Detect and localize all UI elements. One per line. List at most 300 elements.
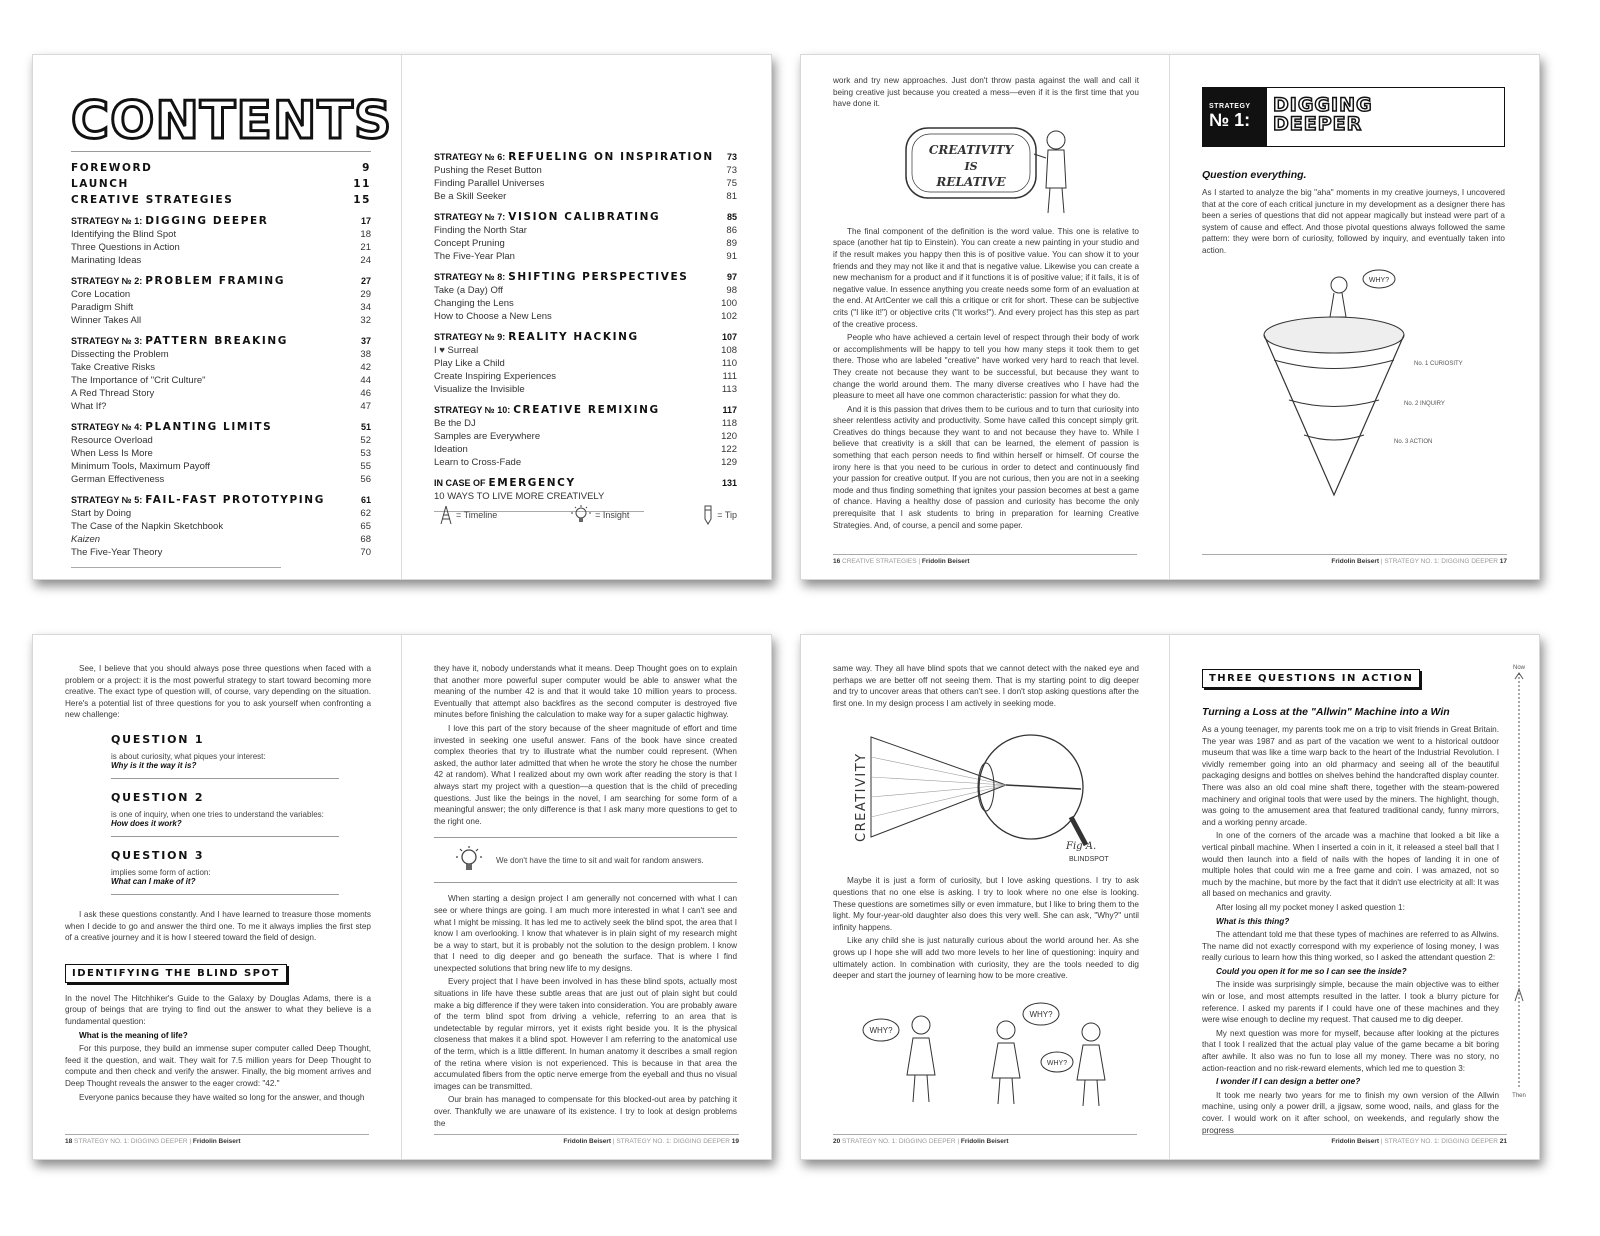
toc-entry-label: Samples are Everywhere — [434, 431, 541, 442]
page-number: 18 — [65, 1138, 73, 1145]
footer-author: Fridolin Beisert — [921, 558, 970, 565]
toc-sub-row — [71, 228, 371, 241]
toc-page-number: 47 — [360, 401, 371, 412]
toc-strategy-prefix: STRATEGY № 8: — [434, 272, 506, 282]
toc-strategy-label — [71, 275, 285, 288]
children-asking-why-illustration — [841, 990, 1131, 1110]
legend-tip — [703, 505, 737, 525]
toc-strategy-name: DIGGING DEEPER — [145, 215, 269, 227]
toc-entry-label: Minimum Tools, Maximum Payoff — [71, 461, 211, 472]
illus-inquiry: No. 2 INQUIRY — [1403, 400, 1445, 407]
toc-strategy-row — [71, 421, 371, 434]
toc-sub-row — [71, 520, 371, 533]
toc-entry-label: The Case of the Napkin Sketchbook — [71, 521, 224, 532]
toc-sub-row — [71, 361, 371, 374]
paragraph: For this purpose, they build an immense super computer called Deep Thought, feed it the question, and wait. They wait for 7.5 million years for Deep Thought to compute and then check and verify the answer. Finally, the big moment arrives and Deep Thought reveals the answer to the eager crowd: "42." — [65, 1044, 371, 1088]
paragraph: same way. They all have blind spots that we cannot detect with the naked eye and perhaps we are better off not seeing them. That is my starting point to dig deeper and try to uncover areas that others can't see. I don't stop asking questions after the first one. In my design process I am actively in seeking mode. — [833, 664, 1139, 708]
toc-entry-label: Finding Parallel Universes — [434, 178, 545, 189]
page17-footer: Fridolin Beisert | STRATEGY NO. 1: DIGGING DEEPER 17 — [1202, 554, 1507, 565]
toc-sub-row — [71, 400, 371, 413]
strategy-number: № 1: — [1209, 110, 1251, 130]
toc-page-number: 102 — [721, 311, 737, 322]
toc-entry-label: I ♥ Surreal — [434, 345, 479, 356]
question-block — [111, 849, 339, 895]
toc-strategy-row — [71, 335, 371, 348]
toc-page-number: 75 — [726, 178, 737, 189]
contents-left-page — [33, 55, 402, 579]
footer-author: Fridolin Beisert — [960, 1138, 1009, 1145]
toc-page-number: 120 — [721, 431, 737, 442]
toc-strategy-label — [434, 151, 714, 164]
footer-section: STRATEGY NO. 1: DIGGING DEEPER — [1384, 1138, 1498, 1145]
footer-section: STRATEGY NO. 1: DIGGING DEEPER — [616, 1138, 730, 1145]
toc-entry-label: The Importance of "Crit Culture" — [71, 375, 206, 386]
page21-text — [1202, 724, 1499, 1136]
toc-page-number: 46 — [360, 388, 371, 399]
toc-sub-row — [434, 344, 737, 357]
toc-sub-row — [71, 301, 371, 314]
paragraph: When starting a design project I am generally not concerned with what I can see or where things are going. I am much more interested in what I can't see and what I might be missing. It has led me to actively seek the blind spot, the area that I know I am overlooking. I know that whatever is in plain sight of my research might be a way to start, but it is probably not the solution to the design problem. I know that I need to dig deeper and go beneath the surface. That is where I find unexpected solutions that bring new life to my designs. — [434, 894, 737, 973]
toc-entry-label: Marinating Ideas — [71, 255, 142, 266]
toc-sub-row — [71, 533, 371, 546]
question-highlight-2: Could you open it for me so I can see the inside? — [1215, 966, 1407, 976]
creativity-is-relative-illustration — [876, 118, 1096, 218]
why-bubble-3: WHY? — [1046, 1059, 1068, 1067]
toc-strategy-prefix: STRATEGY № 2: — [71, 276, 143, 286]
illus-action: No. 3 ACTION — [1393, 438, 1432, 445]
toc-entry-label: The Five-Year Plan — [434, 251, 515, 262]
toc-page-number: 107 — [721, 332, 737, 342]
toc-page-number: 37 — [360, 336, 371, 346]
toc-page-number: 100 — [721, 298, 737, 309]
toc-sub-row — [434, 310, 737, 323]
toc-entry-label: Learn to Cross-Fade — [434, 457, 522, 468]
page18-text-2 — [65, 909, 371, 944]
illus-text-2: IS — [964, 159, 978, 173]
paragraph: People who have achieved a certain level of respect through their body of work or accomplishments will be happy to tell you how many steps it took them to get there. Those who are labeled "creative" have worked very hard to reach that level. They create not because they want to be successful, but because they want to change the world around them. The many diverse creatives who I have had the pleasure to meet all have one common characteristic: passion for what they do. — [833, 333, 1139, 401]
toc-strategy-prefix: STRATEGY № 10: — [434, 405, 511, 415]
paragraph: My next question was more for myself, because after looking at the pictures that I took I realized that the actual play value of the game became a bit boring after awhile. It also was no fun to lose all my money. There was no story, no action-reaction and no risk-reward elements, which led me to question 3: — [1201, 1028, 1499, 1073]
toc-sub-row — [71, 434, 371, 447]
legend-timeline-label: = Timeline — [456, 510, 498, 520]
timeline-arrow-icon — [1513, 671, 1525, 1091]
toc-entry-label: LAUNCH — [71, 178, 129, 190]
page-18 — [33, 635, 402, 1159]
legend-timeline — [440, 505, 497, 525]
toc-entry-label: Identifying the Blind Spot — [71, 229, 177, 240]
illus-text-3: RELATIVE — [936, 174, 1006, 189]
paragraph: Like any child she is just naturally curious about the world around her. As she grows up I hope she will add two more levels to her line of questioning: inquiry and ultimately action. In combination with curiosity, they are the tools needed to dig deeper and start the journey of learning how to be more creative. — [833, 936, 1139, 981]
toc-right — [434, 151, 737, 512]
illus-curiosity: No. 1 CURIOSITY — [1413, 360, 1463, 367]
why-bubble-1: WHY? — [869, 1025, 893, 1035]
paragraph: And it is this passion that drives them to be curious and to turn that curiosity into sheer relentless activity and productivity. Some have called this concept simply grit. Creatives do things because they want to and not because they have to. While I believe that creativity is a skill that can be learned, the element of passion is something that each person needs to find within herself or himself. Of course the irony here is that you need to be curious in order to detect and continuously find your passion for creative output. If you are not curious, then you are not in a seeking mode and thus finding something that ignites your passion becomes at best a game of chance. Having a healthy dose of passion and curiosity has become the only prerequisite that I ask students to bring in preparation for learning Creative Strategies. And, of course, a pencil and some paper. — [833, 404, 1139, 530]
page-number: 21 — [1499, 1138, 1507, 1145]
toc-page-number: 34 — [360, 302, 371, 313]
toc-entry-label: Winner Takes All — [71, 315, 142, 326]
page-20 — [801, 635, 1170, 1159]
toc-strategy-label — [71, 494, 325, 507]
toc-entry-label: FOREWORD — [71, 162, 153, 174]
toc-page-number: 70 — [360, 547, 371, 558]
toc-page-number: 15 — [353, 194, 371, 206]
insight-callout — [434, 837, 737, 883]
strategy-label: STRATEGY — [1209, 103, 1251, 110]
toc-sub-row — [434, 284, 737, 297]
toc-strategy-label — [434, 477, 576, 490]
toc-sub-row — [434, 237, 737, 250]
toc-strategy-label — [71, 421, 272, 434]
question-highlight-3: I wonder if I can design a better one? — [1215, 1077, 1361, 1087]
question-text: is about curiosity, what piques your interest: — [111, 751, 266, 761]
toc-page-number: 9 — [362, 162, 371, 174]
strategy-title-box — [1202, 87, 1505, 147]
toc-page-number: 111 — [722, 371, 737, 382]
page20-text — [833, 663, 1139, 709]
toc-sub-row — [71, 460, 371, 473]
toc-entry-label: How to Choose a New Lens — [434, 311, 552, 322]
paragraph: I love this part of the story because of the sheer magnitude of effort and time invested in seeking one useful answer. Fans of the book have since created complex theories that try to illustrate what the number could represent. (When asked, the author later admitted that when he wrote the story he chose the number 42 at random). What I realized about my own work after reading the story is that I always start my project with a question—a question that is the child of preceding questions. Just like the beings in the novel, I am searching for some form of a meaningful answer; the only difference is that I ask many more questions to get to the right one. — [434, 723, 737, 826]
question-rule — [111, 894, 339, 895]
paragraph: The inside was surprisingly simple, because the main objective was to either win or lose, and most attempts resulted in the latter. I took a blurry picture for reference. I asked my parents if I could have one of these machines and they were wise enough to decline my request. That caused me to dig deeper. — [1201, 980, 1499, 1025]
footer-section: STRATEGY NO. 1: DIGGING DEEPER — [842, 1138, 956, 1145]
toc-page-number: 108 — [721, 345, 737, 356]
toc-entry-label: Resource Overload — [71, 435, 153, 446]
toc-strategy-label — [434, 404, 660, 417]
toc-page-number: 129 — [721, 457, 737, 468]
toc-page-number: 21 — [360, 242, 371, 253]
spread-pages-16-17 — [800, 54, 1540, 580]
toc-page-number: 73 — [726, 152, 737, 162]
toc-entry-label: Pushing the Reset Button — [434, 165, 542, 176]
question-block — [111, 791, 339, 837]
toc-sub-row — [434, 370, 737, 383]
footer-section: STRATEGY NO. 1: DIGGING DEEPER — [1384, 558, 1498, 565]
toc-strategy-row — [434, 271, 737, 284]
legend-tip-label: = Tip — [717, 510, 737, 520]
paragraph: See, I believe that you should always pose three questions when faced with a problem or a project: it is the most powerful strategy to start toward becoming more creative. The exact type of question will, of course, vary depending on the situation. Here's a potential list of three questions for you to ask yourself when confronting a new challenge: — [65, 664, 371, 720]
toc-strategy-prefix: STRATEGY № 5: — [71, 495, 143, 505]
timeline-marker — [1509, 665, 1529, 1129]
footer-author: Fridolin Beisert — [1331, 558, 1380, 565]
toc-sub-row — [434, 224, 737, 237]
page18-footer: 18 STRATEGY NO. 1: DIGGING DEEPER | Fridolin Beisert — [65, 1134, 369, 1145]
spread-pages-20-21 — [800, 634, 1540, 1160]
page17-heading: Question everything. — [1202, 169, 1307, 181]
toc-sub-row — [434, 177, 737, 190]
question-example: Why is it the way it is? — [111, 760, 197, 770]
page19-text — [434, 663, 737, 827]
question-heading: QUESTION 2 — [111, 790, 205, 804]
toc-sub-row — [434, 164, 737, 177]
strategy-title — [1267, 88, 1373, 146]
question-heading: QUESTION 1 — [111, 732, 205, 746]
page16-text — [833, 75, 1139, 110]
toc-strategy-prefix: IN CASE OF — [434, 478, 486, 488]
page-17 — [1170, 55, 1539, 579]
toc-strategy-row — [71, 275, 371, 288]
toc-sub-row — [434, 417, 737, 430]
toc-entry-label: Take Creative Risks — [71, 362, 155, 373]
toc-sub-row — [71, 507, 371, 520]
toc-sub-row — [71, 314, 371, 327]
question-highlight: What is the meaning of life? — [79, 1030, 188, 1040]
question-rule — [111, 778, 339, 779]
toc-page-number: 85 — [726, 212, 737, 222]
toc-strategy-prefix: STRATEGY № 9: — [434, 332, 506, 342]
footer-section: CREATIVE STRATEGIES — [842, 558, 917, 565]
toc-page-number: 55 — [360, 461, 371, 472]
paragraph: As a young teenager, my parents took me on a trip to visit friends in Great Britain. The year was 1987 and as part of the vacation we went to a historical outdoor museum that was like a time warp back to the heart of the Industrial Revolution. I vividly remember going into an old pharmacy and seeing all of the beautiful packaging designs and bottles on shelves behind the handcrafted display counter. There was also an old coal mine shaft there, together with the steam-powered machinery and original tools that were used by the miners. The highlight, though, was going to the amusement area that featured traditional candy, funny mirrors, and a working penny arcade. — [1201, 725, 1499, 827]
blindspot-eye-illustration — [841, 717, 1131, 867]
toc-page-number: 89 — [726, 238, 737, 249]
spread-contents — [32, 54, 772, 580]
paragraph: The attendant told me that these types of machines are referred to as Allwins. The name did not exactly correspond with my experience of losing money, I was really curious to learn how this thing worked, so I asked the attendant question 2: — [1201, 930, 1499, 963]
why-bubble-2: WHY? — [1029, 1009, 1053, 1019]
toc-sub-row — [434, 430, 737, 443]
question-text: implies some form of action: — [111, 867, 211, 877]
toc-entry-label: Ideation — [434, 444, 468, 455]
section-label-three-questions: THREE QUESTIONS IN ACTION — [1202, 669, 1420, 688]
toc-strategy-row — [434, 211, 737, 224]
toc-sub-row — [71, 546, 371, 559]
question-heading: QUESTION 3 — [111, 848, 205, 862]
paragraph: After losing all my pocket money I asked question 1: — [1215, 902, 1405, 912]
toc-sub-row — [434, 357, 737, 370]
toc-page-number: 91 — [726, 251, 737, 262]
contents-title: CONTENTS — [71, 91, 393, 151]
question-block — [111, 733, 339, 779]
toc-page-number: 29 — [360, 289, 371, 300]
paragraph: Maybe it is just a form of curiosity, but I love asking questions. I try to ask questions that no one else is asking. I try to look where no one else is looking. These questions are sometimes silly or even immature, but I like to bring them to the light. My four-year-old daughter also does this very well. She can ask, "Why?" until infinity happens. — [833, 876, 1139, 932]
toc-strategy-label — [71, 215, 268, 228]
toc-page-number: 117 — [722, 405, 737, 415]
toc-entry-label: Finding the North Star — [434, 225, 527, 236]
toc-page-number: 61 — [360, 495, 371, 505]
footer-section: STRATEGY NO. 1: DIGGING DEEPER — [74, 1138, 188, 1145]
toc-page-number: 113 — [721, 384, 737, 395]
timeline-then-label: Then — [1512, 1093, 1526, 1099]
toc-sub-row — [71, 447, 371, 460]
toc-page-number: 24 — [360, 255, 371, 266]
toc-entry-label: Kaizen — [71, 534, 101, 545]
toc-page-number: 131 — [721, 478, 737, 488]
page-number: 16 — [833, 558, 841, 565]
toc-page-number: 118 — [721, 418, 737, 429]
footer-author: Fridolin Beisert — [563, 1138, 612, 1145]
icon-legend — [440, 505, 737, 525]
toc-sub-row — [434, 190, 737, 203]
toc-page-number: 81 — [726, 191, 737, 202]
toc-strategy-prefix: STRATEGY № 7: — [434, 212, 506, 222]
toc-sub-row — [71, 473, 371, 486]
toc-strategy-name: REFUELING ON INSPIRATION — [508, 151, 714, 163]
paragraph: In one of the corners of the arcade was a machine that looked a bit like a vertical pinball machine. When I inserted a coin in it, it released a steel ball that I would then launch into a field of nails with the hopes of landing it in one of multiple holes that could win me a free game and coin. I was amazed, not so much by the machine, but more by the fact that it didn't use electricity at all: It was all based on mechanics and gravity. — [1201, 831, 1499, 899]
toc-left — [71, 162, 371, 568]
illus-fig-label: Fig A. — [1065, 841, 1097, 853]
toc-sub-row — [71, 288, 371, 301]
toc-sub-row — [71, 374, 371, 387]
pencil-tip-icon — [703, 505, 713, 525]
contents-rule — [71, 151, 371, 152]
toc-page-number: 27 — [360, 276, 371, 286]
toc-entry-label: Play Like a Child — [434, 358, 505, 369]
question-rule — [111, 836, 339, 837]
page20-text-2 — [833, 875, 1139, 981]
toc-entry-label: Create Inspiring Experiences — [434, 371, 556, 382]
toc-entry-label: Three Questions in Action — [71, 242, 180, 253]
toc-strategy-prefix: STRATEGY № 3: — [71, 336, 143, 346]
page-number: 17 — [1499, 558, 1507, 565]
toc-strategy-name: SHIFTING PERSPECTIVES — [508, 271, 689, 283]
toc-entry-label: Start by Doing — [71, 508, 132, 519]
strategy-title-line-1: DIGGING — [1273, 94, 1373, 116]
contents-right-page — [402, 55, 771, 579]
toc-strategy-name: FAIL-FAST PROTOTYPING — [145, 494, 325, 506]
paragraph: As I started to analyze the big "aha" moments in my creative journeys, I uncovered that at the core of each critical juncture in my development as a designer there has been a series of questions that did not appear magically but instead were part of a system of cause and effect. And those pivotal questions always followed the same pattern: they were born of curiosity, followed by inquiry, and eventually taken into action. — [1202, 188, 1505, 255]
toc-page-number: 86 — [726, 225, 737, 236]
toc-entry-label: German Effectiveness — [71, 474, 165, 485]
page16-footer: 16 CREATIVE STRATEGIES | Fridolin Beisert — [833, 554, 1137, 565]
toc-entry-label: Core Location — [71, 289, 131, 300]
question-highlight-1: What is this thing? — [1215, 916, 1290, 926]
toc-major-row — [71, 162, 371, 175]
toc-page-number: 38 — [360, 349, 371, 360]
toc-strategy-label — [434, 331, 639, 344]
toc-entry-label: Visualize the Invisible — [434, 384, 525, 395]
toc-entry-label: CREATIVE STRATEGIES — [71, 194, 234, 206]
toc-strategy-name: PROBLEM FRAMING — [145, 275, 286, 287]
section-label-blind-spot: IDENTIFYING THE BLIND SPOT — [65, 964, 287, 983]
toc-bottom-rule — [71, 567, 281, 568]
page16-text-2 — [833, 226, 1139, 531]
toc-strategy-name: REALITY HACKING — [508, 331, 639, 343]
toc-strategy-row — [434, 477, 737, 490]
toc-sub-row — [71, 387, 371, 400]
toc-sub-row — [434, 443, 737, 456]
insight-text: We don't have the time to sit and wait for random answers. — [496, 855, 704, 865]
toc-sub-row — [434, 383, 737, 396]
page-number: 19 — [731, 1138, 739, 1145]
timeline-now-label: Now — [1512, 665, 1525, 671]
illus-text-1: CREATIVITY — [928, 142, 1014, 157]
question-example: What can I make of it? — [111, 876, 196, 886]
page17-text — [1202, 187, 1505, 257]
toc-page-number: 56 — [360, 474, 371, 485]
spread-pages-18-19 — [32, 634, 772, 1160]
toc-emergency-sub: 10 WAYS TO LIVE MORE CREATIVELY — [434, 491, 605, 502]
illus-creativity-label: CREATIVITY — [853, 752, 869, 843]
toc-strategy-row — [434, 151, 737, 164]
strategy-title-line-2: DEEPER — [1273, 113, 1363, 135]
toc-entry-label: Changing the Lens — [434, 298, 514, 309]
page-number: 20 — [833, 1138, 841, 1145]
paragraph: they have it, nobody understands what it means. Deep Thought goes on to explain that another more powerful super computer would be able to answer what the meaning of the number 42 is and that it would take 10 million years to process. Eventually that attempt also backfires as the second computer is destroyed five minutes before finishing the calculation to make way for a super galactic highway. — [434, 664, 737, 720]
toc-entry-label: A Red Thread Story — [71, 388, 155, 399]
toc-page-number: 98 — [726, 285, 737, 296]
paragraph: The final component of the definition is the word value. This one is relative to space (another hat tip to Einstein). You can create a new painting in your studio and if the result makes you happy then this is of positive value. You can show it to your friends and they may not like it and that is negative value. Likewise you can create a new mechanism for a product and if it functions it is of positive value; if it fails, it is of negative value. In essence anything you create needs some form of an evaluation at the end. At ArtCenter we call this a critique or crit for short. These can be subjective crits ("I like it!") or objective crits ("It works!"). And every project has this step as part of the creative process. — [833, 226, 1139, 329]
legend-insight-label: = Insight — [595, 510, 630, 520]
page19-footer: Fridolin Beisert | STRATEGY NO. 1: DIGGING DEEPER 19 — [434, 1134, 739, 1145]
paragraph: It took me nearly two years for me to finish my own version of the Allwin machine, using only a power drill, a jigsaw, some wood, nails, and glass for the cover. I would work on it after school, on weekends, and regularly show the progress — [1201, 1090, 1499, 1135]
paragraph: In the novel The Hitchhiker's Guide to the Galaxy by Douglas Adams, there is a group of beings that are trying to find out the answer to what they believe is a fundamental question: — [65, 993, 371, 1026]
illus-blindspot-label: BLINDSPOT — [1068, 856, 1109, 864]
illus-why: WHY? — [1368, 276, 1389, 284]
toc-strategy-label — [71, 335, 288, 348]
footer-author: Fridolin Beisert — [192, 1138, 241, 1145]
footer-author: Fridolin Beisert — [1331, 1138, 1380, 1145]
page21-heading: Turning a Loss at the "Allwin" Machine into a Win — [1201, 706, 1450, 718]
toc-page-number: 97 — [726, 272, 737, 282]
toc-page-number: 32 — [360, 315, 371, 326]
page20-footer: 20 STRATEGY NO. 1: DIGGING DEEPER | Fridolin Beisert — [833, 1134, 1137, 1145]
toc-page-number: 62 — [360, 508, 371, 519]
toc-entry-label: Be a Skill Seeker — [434, 191, 507, 202]
toc-page-number: 68 — [360, 534, 371, 545]
toc-entry-label: The Five-Year Theory — [71, 547, 163, 558]
paragraph: Everyone panics because they have waited so long for the answer, and though — [79, 1092, 365, 1102]
toc-strategy-prefix: STRATEGY № 6: — [434, 152, 506, 162]
page-19 — [402, 635, 771, 1159]
paragraph: I ask these questions constantly. And I have learned to treasure those moments when I decide to go and answer the third one. To me it always implies the first step of a creative journey and it is how I steered toward the field of design. — [65, 909, 371, 943]
toc-strategy-name: VISION CALIBRATING — [508, 211, 661, 223]
toc-entry-label: Be the DJ — [434, 418, 476, 429]
toc-sub-row — [71, 348, 371, 361]
toc-sub-row — [71, 241, 371, 254]
toc-page-number: 44 — [360, 375, 371, 386]
toc-strategy-label — [434, 271, 688, 284]
toc-sub-row — [434, 250, 737, 263]
toc-entry-label: Paradigm Shift — [71, 302, 134, 313]
digging-deeper-cone-illustration — [1234, 265, 1474, 505]
toc-sub-row — [434, 456, 737, 469]
toc-page-number: 17 — [360, 216, 371, 226]
toc-entry-label: What If? — [71, 401, 107, 412]
toc-page-number: 52 — [360, 435, 371, 446]
toc-strategy-name: PATTERN BREAKING — [145, 335, 288, 347]
toc-sub-row — [71, 254, 371, 267]
toc-strategy-label — [434, 211, 660, 224]
toc-strategy-prefix: STRATEGY № 1: — [71, 216, 143, 226]
page19-text-2 — [434, 893, 737, 1129]
toc-strategy-row — [434, 404, 737, 417]
toc-page-number: 18 — [360, 229, 371, 240]
toc-strategy-row — [434, 331, 737, 344]
page18-text-3 — [65, 993, 371, 1103]
toc-strategy-name: PLANTING LIMITS — [145, 421, 273, 433]
page-16 — [801, 55, 1170, 579]
toc-major-row — [71, 194, 371, 207]
toc-entry-label: When Less Is More — [71, 448, 153, 459]
strategy-number-block — [1203, 88, 1267, 146]
question-list — [65, 733, 371, 895]
paragraph: Every project that I have been involved in has these blind spots, actually most situations in life have these subtle areas that are just out of plain sight but could make a big difference if they were taken into consideration. You are probably aware of the term blind spot from driving a vehicle, referring to an area that is undetectable by regular mirrors, yet it exists right beside you. It is the physical closeness that makes it a blind spot. However I am referring to the anatomical use of the term, which is a little different. In human anatomy it describes a small region of the retina where vision is not experienced. This is because in that area the accumulated fibers from the optic nerve emerge from the eyeball and thus no visual images can be transmitted. — [434, 977, 737, 1091]
toc-page-number: 42 — [360, 362, 371, 373]
page21-footer: Fridolin Beisert | STRATEGY NO. 1: DIGGING DEEPER 21 — [1202, 1134, 1507, 1145]
toc-strategy-row — [71, 215, 371, 228]
page-21 — [1170, 635, 1539, 1159]
lightbulb-icon — [571, 505, 591, 525]
lightbulb-icon — [456, 846, 482, 874]
question-example: How does it work? — [111, 818, 182, 828]
toc-major-row — [71, 178, 371, 191]
toc-page-number: 51 — [360, 422, 371, 432]
timeline-icon — [440, 505, 452, 525]
toc-entry-label: Dissecting the Problem — [71, 349, 169, 360]
toc-strategy-row — [71, 494, 371, 507]
page18-text — [65, 663, 371, 721]
toc-sub-row — [434, 297, 737, 310]
